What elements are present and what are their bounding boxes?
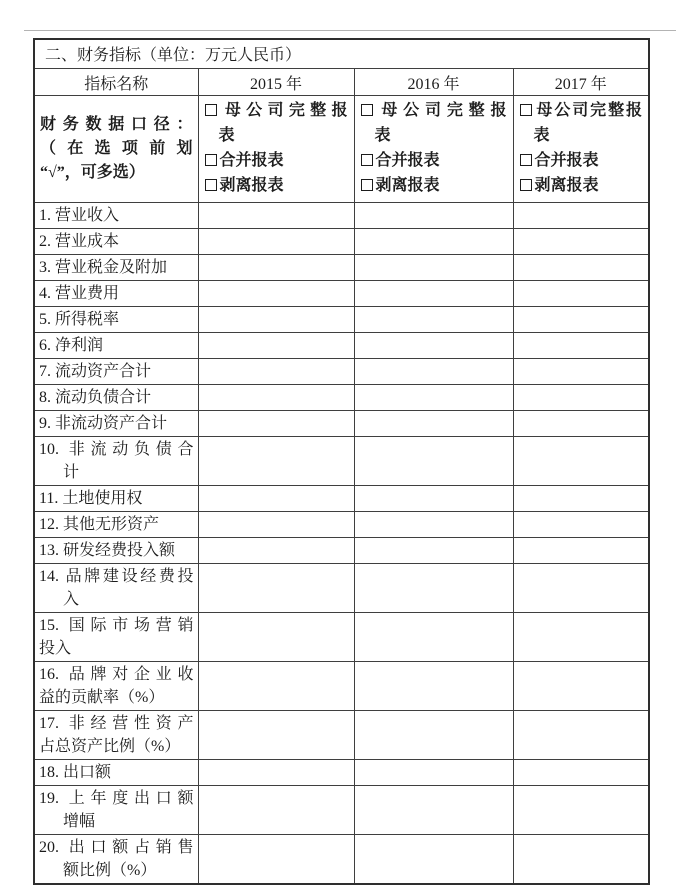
indicator-label-line: 14. 品牌建设经费投 — [39, 568, 194, 585]
value-cell-2015[interactable] — [198, 203, 354, 229]
value-cell-2017[interactable] — [513, 281, 649, 307]
value-cell-2016[interactable] — [354, 255, 513, 281]
value-cell-2017[interactable] — [513, 786, 649, 835]
indicator-row — [34, 385, 649, 411]
indicator-label — [34, 711, 198, 760]
table-header-row — [34, 69, 649, 96]
indicator-row — [34, 307, 649, 333]
value-cell-2015[interactable] — [198, 385, 354, 411]
value-cell-2016[interactable] — [354, 613, 513, 662]
checkbox-option[interactable] — [205, 98, 348, 148]
checkbox-icon[interactable] — [205, 154, 217, 166]
checkbox-option-label: 母公司完整报 — [205, 98, 348, 123]
value-cell-2016[interactable] — [354, 359, 513, 385]
value-cell-2015[interactable] — [198, 835, 354, 885]
indicator-row — [34, 662, 649, 711]
indicator-row — [34, 411, 649, 437]
value-cell-2017[interactable] — [513, 203, 649, 229]
checkbox-option-label: 合并报表 — [361, 148, 507, 173]
data-scope-label — [34, 96, 198, 203]
value-cell-2016[interactable] — [354, 203, 513, 229]
indicator-row — [34, 564, 649, 613]
checkbox-option[interactable] — [520, 98, 643, 148]
checkbox-icon[interactable] — [361, 154, 373, 166]
value-cell-2016[interactable] — [354, 385, 513, 411]
indicator-label-line: 16. 品牌对企业收 — [39, 666, 194, 683]
value-cell-2015[interactable] — [198, 613, 354, 662]
indicator-row — [34, 786, 649, 835]
checkbox-option-label: 表 — [218, 127, 235, 144]
value-cell-2016[interactable] — [354, 760, 513, 786]
value-cell-2017[interactable] — [513, 359, 649, 385]
indicator-label-line: 2. 营业成本 — [39, 233, 120, 250]
indicator-label — [34, 229, 198, 255]
indicator-row — [34, 613, 649, 662]
indicator-label — [34, 835, 198, 885]
indicator-label — [34, 203, 198, 229]
scope-label-line: “√”，可多选） — [40, 164, 145, 181]
checkbox-icon[interactable] — [361, 104, 373, 116]
indicator-label-line: 增幅 — [63, 813, 96, 830]
indicator-row — [34, 486, 649, 512]
checkbox-icon[interactable] — [520, 179, 532, 191]
indicator-label — [34, 662, 198, 711]
page-top-rule — [24, 30, 676, 31]
data-scope-row — [34, 96, 649, 203]
checkbox-option-label: 剥离报表 — [520, 173, 643, 198]
indicator-label — [34, 613, 198, 662]
value-cell-2016[interactable] — [354, 512, 513, 538]
value-cell-2017[interactable] — [513, 538, 649, 564]
column-header-2016: 2016 年 — [354, 69, 513, 96]
value-cell-2017[interactable] — [513, 486, 649, 512]
value-cell-2016[interactable] — [354, 411, 513, 437]
section-title: 二、财务指标（单位：万元人民币） — [34, 39, 649, 69]
value-cell-2016[interactable] — [354, 281, 513, 307]
checkbox-option[interactable] — [361, 98, 507, 148]
scope-label-line: 财务数据口径： — [40, 116, 193, 133]
value-cell-2016[interactable] — [354, 437, 513, 486]
value-cell-2017[interactable] — [513, 333, 649, 359]
value-cell-2015[interactable] — [198, 662, 354, 711]
indicator-label-line: 计 — [63, 464, 80, 481]
indicator-label-line: 7. 流动资产合计 — [39, 363, 152, 380]
indicator-row — [34, 281, 649, 307]
value-cell-2017[interactable] — [513, 564, 649, 613]
value-cell-2015[interactable] — [198, 711, 354, 760]
indicator-row — [34, 203, 649, 229]
checkbox-option-label: 母公司完整报 — [520, 98, 643, 123]
indicator-label-line: 12. 其他无形资产 — [39, 516, 160, 533]
value-cell-2015[interactable] — [198, 229, 354, 255]
scope-label-line: （在选项前划 — [40, 140, 193, 157]
value-cell-2015[interactable] — [198, 307, 354, 333]
checkbox-option-label: 表 — [533, 127, 550, 144]
indicator-label-line: 10. 非流动负债合 — [39, 441, 194, 458]
value-cell-2015[interactable] — [198, 333, 354, 359]
value-cell-2015[interactable] — [198, 437, 354, 486]
indicator-row — [34, 437, 649, 486]
indicator-label — [34, 281, 198, 307]
indicator-label — [34, 512, 198, 538]
checkbox-icon[interactable] — [520, 104, 532, 116]
value-cell-2017[interactable] — [513, 512, 649, 538]
indicator-label-line: 占总资产比例（%） — [39, 738, 181, 755]
indicator-label — [34, 760, 198, 786]
indicator-label-line: 18. 出口额 — [39, 764, 112, 781]
value-cell-2016[interactable] — [354, 307, 513, 333]
value-cell-2015[interactable] — [198, 281, 354, 307]
financial-indicators-table — [33, 38, 650, 885]
indicator-row — [34, 255, 649, 281]
section-title-row — [34, 39, 649, 69]
value-cell-2016[interactable] — [354, 229, 513, 255]
value-cell-2016[interactable] — [354, 564, 513, 613]
value-cell-2017[interactable] — [513, 385, 649, 411]
indicator-label — [34, 359, 198, 385]
checkbox-option[interactable] — [205, 148, 348, 173]
indicator-label — [34, 538, 198, 564]
scope-options-cell-2017 — [513, 96, 649, 203]
value-cell-2016[interactable] — [354, 662, 513, 711]
indicator-label-line: 13. 研发经费投入额 — [39, 542, 176, 559]
indicator-row — [34, 359, 649, 385]
indicator-label — [34, 307, 198, 333]
indicator-row — [34, 333, 649, 359]
indicator-label — [34, 564, 198, 613]
indicator-label-line: 6. 净利润 — [39, 337, 104, 354]
checkbox-option[interactable] — [520, 148, 643, 173]
column-header-2017: 2017 年 — [513, 69, 649, 96]
value-cell-2017[interactable] — [513, 307, 649, 333]
value-cell-2017[interactable] — [513, 835, 649, 885]
value-cell-2016[interactable] — [354, 333, 513, 359]
indicator-row — [34, 229, 649, 255]
value-cell-2016[interactable] — [354, 786, 513, 835]
column-header-2015: 2015 年 — [198, 69, 354, 96]
indicator-label — [34, 486, 198, 512]
value-cell-2016[interactable] — [354, 486, 513, 512]
indicator-label-line: 益的贡献率（%） — [39, 689, 165, 706]
indicator-label — [34, 255, 198, 281]
indicator-rows — [34, 203, 649, 885]
value-cell-2016[interactable] — [354, 538, 513, 564]
column-header-indicator-name: 指标名称 — [34, 69, 198, 96]
indicator-row — [34, 835, 649, 885]
checkbox-option-label: 母公司完整报 — [361, 98, 507, 123]
value-cell-2017[interactable] — [513, 711, 649, 760]
value-cell-2015[interactable] — [198, 359, 354, 385]
checkbox-option[interactable] — [361, 148, 507, 173]
checkbox-option-label: 合并报表 — [520, 148, 643, 173]
value-cell-2015[interactable] — [198, 538, 354, 564]
value-cell-2015[interactable] — [198, 411, 354, 437]
checkbox-option[interactable] — [361, 173, 507, 198]
checkbox-option-label: 剥离报表 — [361, 173, 507, 198]
value-cell-2017[interactable] — [513, 613, 649, 662]
checkbox-option-label: 合并报表 — [205, 148, 348, 173]
value-cell-2015[interactable] — [198, 255, 354, 281]
checkbox-option[interactable] — [205, 173, 348, 198]
value-cell-2017[interactable] — [513, 229, 649, 255]
value-cell-2016[interactable] — [354, 835, 513, 885]
indicator-label-line: 5. 所得税率 — [39, 311, 120, 328]
indicator-label-line: 入 — [63, 591, 80, 608]
indicator-row — [34, 512, 649, 538]
indicator-label-line: 投入 — [39, 640, 72, 657]
indicator-row — [34, 760, 649, 786]
checkbox-icon[interactable] — [361, 179, 373, 191]
value-cell-2016[interactable] — [354, 711, 513, 760]
indicator-label — [34, 437, 198, 486]
indicator-label — [34, 786, 198, 835]
value-cell-2017[interactable] — [513, 760, 649, 786]
value-cell-2015[interactable] — [198, 760, 354, 786]
indicator-label-line: 1. 营业收入 — [39, 207, 120, 224]
indicator-label — [34, 385, 198, 411]
value-cell-2017[interactable] — [513, 411, 649, 437]
indicator-label — [34, 333, 198, 359]
indicator-label-line: 20. 出口额占销售 — [39, 839, 194, 856]
indicator-label-line: 11. 土地使用权 — [39, 490, 143, 507]
indicator-label — [34, 411, 198, 437]
value-cell-2017[interactable] — [513, 437, 649, 486]
indicator-label-line: 8. 流动负债合计 — [39, 389, 152, 406]
scope-options-cell-2016 — [354, 96, 513, 203]
checkbox-icon[interactable] — [520, 154, 532, 166]
checkbox-icon[interactable] — [205, 104, 217, 116]
checkbox-option-label: 剥离报表 — [205, 173, 348, 198]
value-cell-2015[interactable] — [198, 786, 354, 835]
value-cell-2015[interactable] — [198, 512, 354, 538]
indicator-label-line: 3. 营业税金及附加 — [39, 259, 168, 276]
indicator-label-line: 9. 非流动资产合计 — [39, 415, 168, 432]
value-cell-2017[interactable] — [513, 255, 649, 281]
indicator-label-line: 4. 营业费用 — [39, 285, 120, 302]
indicator-label-line: 17. 非经营性资产 — [39, 715, 194, 732]
checkbox-icon[interactable] — [205, 179, 217, 191]
value-cell-2017[interactable] — [513, 662, 649, 711]
indicator-label-line: 额比例（%） — [63, 862, 157, 879]
checkbox-option-label: 表 — [374, 127, 391, 144]
indicator-row — [34, 711, 649, 760]
value-cell-2015[interactable] — [198, 486, 354, 512]
indicator-label-line: 19. 上年度出口额 — [39, 790, 194, 807]
scope-options-cell-2015 — [198, 96, 354, 203]
indicator-row — [34, 538, 649, 564]
checkbox-option[interactable] — [520, 173, 643, 198]
indicator-label-line: 15. 国际市场营销 — [39, 617, 194, 634]
value-cell-2015[interactable] — [198, 564, 354, 613]
